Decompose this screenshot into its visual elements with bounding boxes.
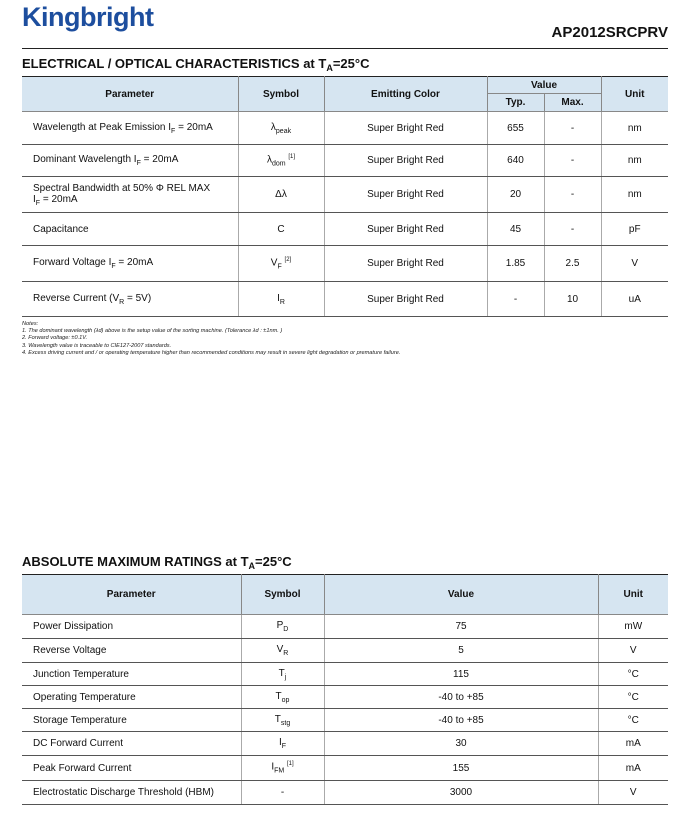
- symbol-text: I: [271, 761, 275, 773]
- cell-symbol: [241, 756, 324, 781]
- cell-parameter: Peak Forward Current: [22, 756, 241, 781]
- cell-value: 115: [324, 663, 598, 686]
- cell-emitting-color: Super Bright Red: [324, 112, 487, 145]
- param-text: Dominant Wavelength I: [33, 154, 137, 165]
- table-row: [22, 213, 668, 246]
- param-text: Wavelength at Peak Emission I: [33, 121, 172, 133]
- cell-max: -: [544, 213, 601, 246]
- cell-parameter: [22, 246, 238, 282]
- cell-symbol: [238, 246, 324, 282]
- absolute-table: [22, 574, 668, 805]
- abs-col-symbol: Symbol: [241, 575, 324, 615]
- symbol-subscript: FM: [274, 767, 285, 775]
- cell-parameter: Storage Temperature: [22, 709, 241, 732]
- abs-col-unit: Unit: [598, 575, 668, 615]
- cell-parameter: [22, 145, 238, 177]
- abs-col-parameter: Parameter: [22, 575, 241, 615]
- cell-parameter: [22, 112, 238, 145]
- col-value: Value: [487, 77, 601, 94]
- table-row: [22, 781, 668, 805]
- param-text: Forward Voltage I: [33, 257, 112, 268]
- cell-unit: uA: [601, 282, 668, 317]
- cell-emitting-color: Super Bright Red: [324, 246, 487, 282]
- symbol-text: I: [278, 737, 282, 748]
- table-row: [22, 663, 668, 686]
- param-text: Reverse Current (V: [33, 292, 120, 304]
- cell-emitting-color: Super Bright Red: [324, 282, 487, 317]
- table-row: [22, 686, 668, 709]
- cell-value: 5: [324, 639, 598, 663]
- cell-unit: mA: [598, 732, 668, 756]
- symbol-text: Δλ: [275, 189, 287, 200]
- table-row: [22, 145, 668, 177]
- symbol-note-ref: [2]: [284, 256, 292, 263]
- cell-symbol: [238, 213, 324, 246]
- table-row: [22, 732, 668, 756]
- symbol-text: λ: [266, 154, 272, 166]
- cell-emitting-color: Super Bright Red: [324, 213, 487, 246]
- symbol-text: -: [280, 787, 285, 798]
- symbol-subscript: stg: [280, 719, 291, 727]
- param-line2: I: [33, 193, 36, 205]
- cell-unit: nm: [601, 112, 668, 145]
- symbol-subscript: D: [283, 626, 289, 633]
- cell-value: -40 to +85: [324, 686, 598, 709]
- cell-unit: mW: [598, 615, 668, 639]
- cell-unit: V: [598, 639, 668, 663]
- cell-parameter: DC Forward Current: [22, 732, 241, 756]
- symbol-text: V: [270, 257, 278, 269]
- param-text: Capacitance: [33, 223, 89, 235]
- cell-symbol: [241, 781, 324, 805]
- col-symbol: Symbol: [238, 77, 324, 112]
- notes: [22, 321, 400, 357]
- symbol-subscript: peak: [275, 127, 292, 135]
- cell-parameter: Operating Temperature: [22, 686, 241, 709]
- symbol-text: λ: [270, 121, 276, 133]
- cell-unit: nm: [601, 145, 668, 177]
- brand-logo: Kingbright: [22, 2, 154, 32]
- cell-parameter: Power Dissipation: [22, 615, 241, 639]
- symbol-text: T: [278, 667, 285, 679]
- cell-unit: mA: [598, 756, 668, 781]
- cell-max: 10: [544, 282, 601, 317]
- col-typ: Typ.: [487, 94, 544, 112]
- notes-heading: Notes:: [22, 321, 39, 327]
- note-2: 2. Forward voltage: ±0.1V.: [22, 335, 88, 342]
- param-tail: = 5V): [124, 292, 152, 304]
- table-row: [22, 282, 668, 317]
- param-tail: = 20mA: [115, 257, 154, 268]
- symbol-text: T: [274, 713, 281, 725]
- part-number: AP2012SRCPRV: [551, 24, 668, 41]
- col-parameter: Parameter: [22, 77, 238, 112]
- param-subscript: F: [111, 263, 116, 270]
- cell-max: 2.5: [544, 246, 601, 282]
- symbol-text: P: [276, 620, 284, 631]
- cell-max: -: [544, 112, 601, 145]
- cell-value: -40 to +85: [324, 709, 598, 732]
- cell-typ: 20: [487, 177, 544, 213]
- param-tail: = 20mA: [175, 121, 213, 133]
- col-unit: Unit: [601, 77, 668, 112]
- cell-symbol: [241, 639, 324, 663]
- note-1: 1. The dominant wavelength (λd) above is the setup value of the sorting machine. (Tolerance λd : ±1nm. ): [22, 328, 283, 335]
- symbol-subscript: j: [284, 673, 287, 681]
- table-row: [22, 246, 668, 282]
- cell-parameter: Junction Temperature: [22, 663, 241, 686]
- symbol-note-ref: [1]: [287, 761, 294, 768]
- table-row: [22, 615, 668, 639]
- cell-typ: 640: [487, 145, 544, 177]
- cell-parameter: Reverse Voltage: [22, 639, 241, 663]
- cell-parameter: [22, 177, 238, 213]
- table-row: [22, 756, 668, 781]
- cell-emitting-color: Super Bright Red: [324, 177, 487, 213]
- cell-parameter: [22, 282, 238, 317]
- cell-value: 30: [324, 732, 598, 756]
- cell-parameter: Electrostatic Discharge Threshold (HBM): [22, 781, 241, 805]
- cell-typ: -: [487, 282, 544, 317]
- param-subscript: F: [171, 127, 176, 135]
- table-row: [22, 112, 668, 145]
- cell-symbol: [238, 282, 324, 317]
- cell-unit: °C: [598, 686, 668, 709]
- symbol-text: I: [277, 292, 280, 304]
- cell-symbol: [241, 615, 324, 639]
- cell-symbol: [241, 663, 324, 686]
- symbol-subscript: R: [279, 298, 285, 306]
- symbol-subscript: F: [281, 743, 287, 750]
- symbol-subscript: F: [277, 263, 282, 271]
- param-line2-tail: = 20mA: [40, 193, 78, 205]
- cell-value: 155: [324, 756, 598, 781]
- cell-emitting-color: Super Bright Red: [324, 145, 487, 177]
- param-tail: = 20mA: [140, 154, 179, 165]
- table-row: [22, 177, 668, 213]
- note-4: 4. Excess driving current and / or operating temperature higher than recommended conditions may result in severe light degradation or premature failure.: [22, 349, 401, 356]
- cell-unit: V: [601, 246, 668, 282]
- cell-parameter: [22, 213, 238, 246]
- col-emitting-color: Emitting Color: [324, 77, 487, 112]
- absolute-section-title: ABSOLUTE MAXIMUM RATINGS at $T_A=25^\circ C$: [22, 554, 292, 571]
- cell-unit: V: [598, 781, 668, 805]
- cell-symbol: [241, 709, 324, 732]
- table-row: [22, 709, 668, 732]
- symbol-subscript: op: [281, 696, 290, 704]
- cell-unit: °C: [598, 709, 668, 732]
- param-subscript: F: [136, 160, 141, 167]
- symbol-text: C: [277, 223, 285, 235]
- cell-symbol: [241, 732, 324, 756]
- electrical-table: [22, 76, 668, 317]
- header-divider: [22, 48, 668, 49]
- note-3: 3. Wavelength value is traceable to CIE127-2007 standards.: [22, 342, 172, 349]
- cell-symbol: [241, 686, 324, 709]
- symbol-subscript: dom: [271, 160, 286, 168]
- cell-symbol: [238, 177, 324, 213]
- cell-unit: °C: [598, 663, 668, 686]
- cell-max: -: [544, 177, 601, 213]
- cell-unit: pF: [601, 213, 668, 246]
- abs-col-value: Value: [324, 575, 598, 615]
- param-text: Spectral Bandwidth at 50% Φ REL MAX: [33, 182, 211, 194]
- col-max: Max.: [544, 94, 601, 112]
- table-row: [22, 639, 668, 663]
- cell-typ: 655: [487, 112, 544, 145]
- cell-unit: nm: [601, 177, 668, 213]
- cell-symbol: [238, 145, 324, 177]
- cell-value: 75: [324, 615, 598, 639]
- cell-typ: 45: [487, 213, 544, 246]
- symbol-subscript: R: [283, 650, 289, 657]
- symbol-text: V: [276, 644, 284, 655]
- cell-value: 3000: [324, 781, 598, 805]
- cell-typ: 1.85: [487, 246, 544, 282]
- param-line2-subscript: F: [35, 199, 41, 207]
- electrical-section-title: ELECTRICAL / OPTICAL CHARACTERISTICS at $T_A=25^\circ C$: [22, 56, 370, 73]
- cell-max: -: [544, 145, 601, 177]
- cell-symbol: [238, 112, 324, 145]
- symbol-note-ref: [1]: [288, 153, 296, 160]
- param-subscript: R: [119, 298, 125, 306]
- symbol-text: T: [275, 690, 282, 702]
